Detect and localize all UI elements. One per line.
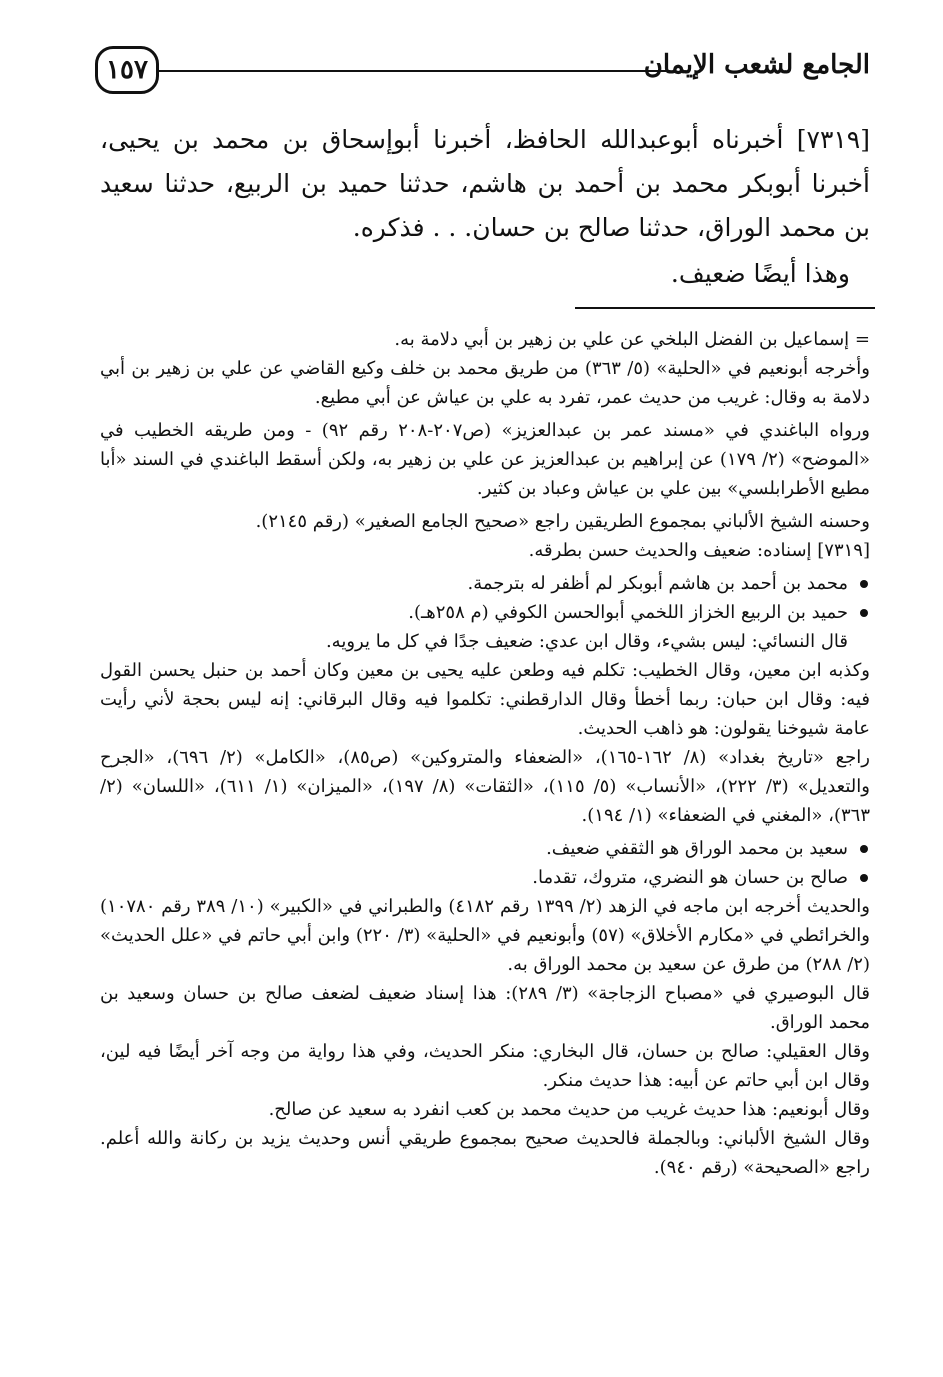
bullet-item: سعيد بن محمد الوراق هو الثقفي ضعيف. <box>100 834 870 863</box>
bullet-dot-icon <box>860 845 868 853</box>
footnote-line: [٧٣١٩] إسناده: ضعيف والحديث حسن بطرقه. <box>528 540 870 561</box>
footnote-line: وقال أبونعيم: هذا حديث غريب من حديث محمد بن كعب انفرد به سعيد عن صالح. <box>268 1099 870 1120</box>
footnote-line: والحديث أخرجه ابن ماجه في الزهد (٢/ ١٣٩٩ رقم ٤١٨٢) والطبراني في «الكبير» (١٠/ ٣٨٩ رقم ١٠٧٨٠) والخرائطي في «مكارم الأخلاق» (٥٧) وأبونعيم في «الحلية» (٣/ ٢٢٠) وابن أبي حاتم في «علل الحديث» (٢/ ٢٨٨) من طرق عن سعيد بن محمد الوراق به. <box>100 896 870 975</box>
bullet-dot-icon <box>860 580 868 588</box>
footnote-line: قال النسائي: ليس بشيء، وقال ابن عدي: ضعيف جدًا في كل ما يرويه. <box>325 631 848 652</box>
footnote-line: راجع «تاريخ بغداد» (٨/ ١٦٢-١٦٥)، «الضعفاء والمتروكين» (ص٨٥)، «الكامل» (٢/ ٦٩٦)، «الجرح والتعديل» (٣/ ٢٢٢)، «الأنساب» (٥/ ١١٥)، «الثقات» (٨/ ١٩٧)، «الميزان» (١/ ٦١١)، «اللسان» (٢/ ٣٦٣)، «المغني في الضعفاء» (١/ ١٩٤). <box>100 747 870 826</box>
bullet-item: حميد بن الربيع الخزاز اللخمي أبوالحسن الكوفي (م ٢٥٨هـ). <box>100 598 870 627</box>
book-title: الجامع لشعب الإيمان <box>643 50 870 80</box>
footnotes <box>100 325 870 1182</box>
footnote-line: قال البوصيري في «مصباح الزجاجة» (٣/ ٢٨٩): هذا إسناد ضعيف لضعف صالح بن حسان وسعيد بن محمد الوراق. <box>100 983 870 1033</box>
bullet-dot-icon <box>860 609 868 617</box>
bullet-item: صالح بن حسان هو النضري، متروك، تقدما. <box>100 863 870 892</box>
footnote-line: = إسماعيل بن الفضل البلخي عن علي بن زهير بن أبي دلامة به. <box>394 329 870 350</box>
footnote-line: وكذبه ابن معين، وقال الخطيب: تكلم فيه وطعن عليه يحيى بن معين وكان أحمد بن حنبل يحسن القول فيه: وقال ابن حبان: ربما أخطأ وقال الدارقطني: تكلموا فيه وقال البرقاني: إنه ليس بحجة لأني رأيت عامة شيوخنا يقولون: هو ذاهب الحديث. <box>100 660 870 739</box>
main-text <box>100 118 870 296</box>
hadith-text: [٧٣١٩] أخبرناه أبوعبدالله الحافظ، أخبرنا أبوإسحاق بن محمد بن يحيى، أخبرنا أبوبكر محمد بن أحمد بن هاشم، حدثنا حميد بن الربيع، حدثنا سعيد بن محمد الوراق، حدثنا صالح بن حسان. . . فذكره. <box>100 125 870 242</box>
bullet-item: محمد بن أحمد بن هاشم أبوبكر لم أظفر له بترجمة. <box>100 569 870 598</box>
footnote-line: وأخرجه أبونعيم في «الحلية» (٥/ ٣٦٣) من طريق محمد بن خلف وكيع القاضي عن علي بن زهير بن أبي دلامة به وقال: غريب من حديث عمر، تفرد به علي بن عياش عن أبي مطيع. <box>100 358 870 408</box>
footnote-line: وحسنه الشيخ الألباني بمجموع الطريقين راجع «صحيح الجامع الصغير» (رقم ٢١٤٥). <box>255 511 870 532</box>
footnote-separator <box>575 307 875 309</box>
footnote-line: وقال الشيخ الألباني: وبالجملة فالحديث صحيح بمجموع طريقي أنس وحديث يزيد بن ركانة والله أعلم. راجع «الصحيحة» (رقم ٩٤٠). <box>100 1128 870 1178</box>
page-header <box>95 46 870 102</box>
footnote-line: وقال العقيلي: صالح بن حسان، قال البخاري: منكر الحديث، وفي هذا رواية من وجه آخر أيضًا فيه لين، وقال ابن أبي حاتم عن أبيه: هذا حديث منكر. <box>100 1041 870 1091</box>
footnote-line: ورواه الباغندي في «مسند عمر بن عبدالعزيز» (ص٢٠٧-٢٠٨ رقم ٩٢) - ومن طريقه الخطيب في «الموضح» (٢/ ١٧٩) عن إبراهيم بن عبدالعزيز عن علي بن زهير به، ولكن أسقط الباغندي في السند «أبا مطيع الأطرابلسي» بين علي بن عياش وعباد بن كثير. <box>100 420 871 499</box>
page-number: ١٥٧ <box>95 46 159 94</box>
hadith-verdict: وهذا أيضًا ضعيف. <box>670 259 850 288</box>
header-rule <box>159 70 670 72</box>
bullet-dot-icon <box>860 874 868 882</box>
